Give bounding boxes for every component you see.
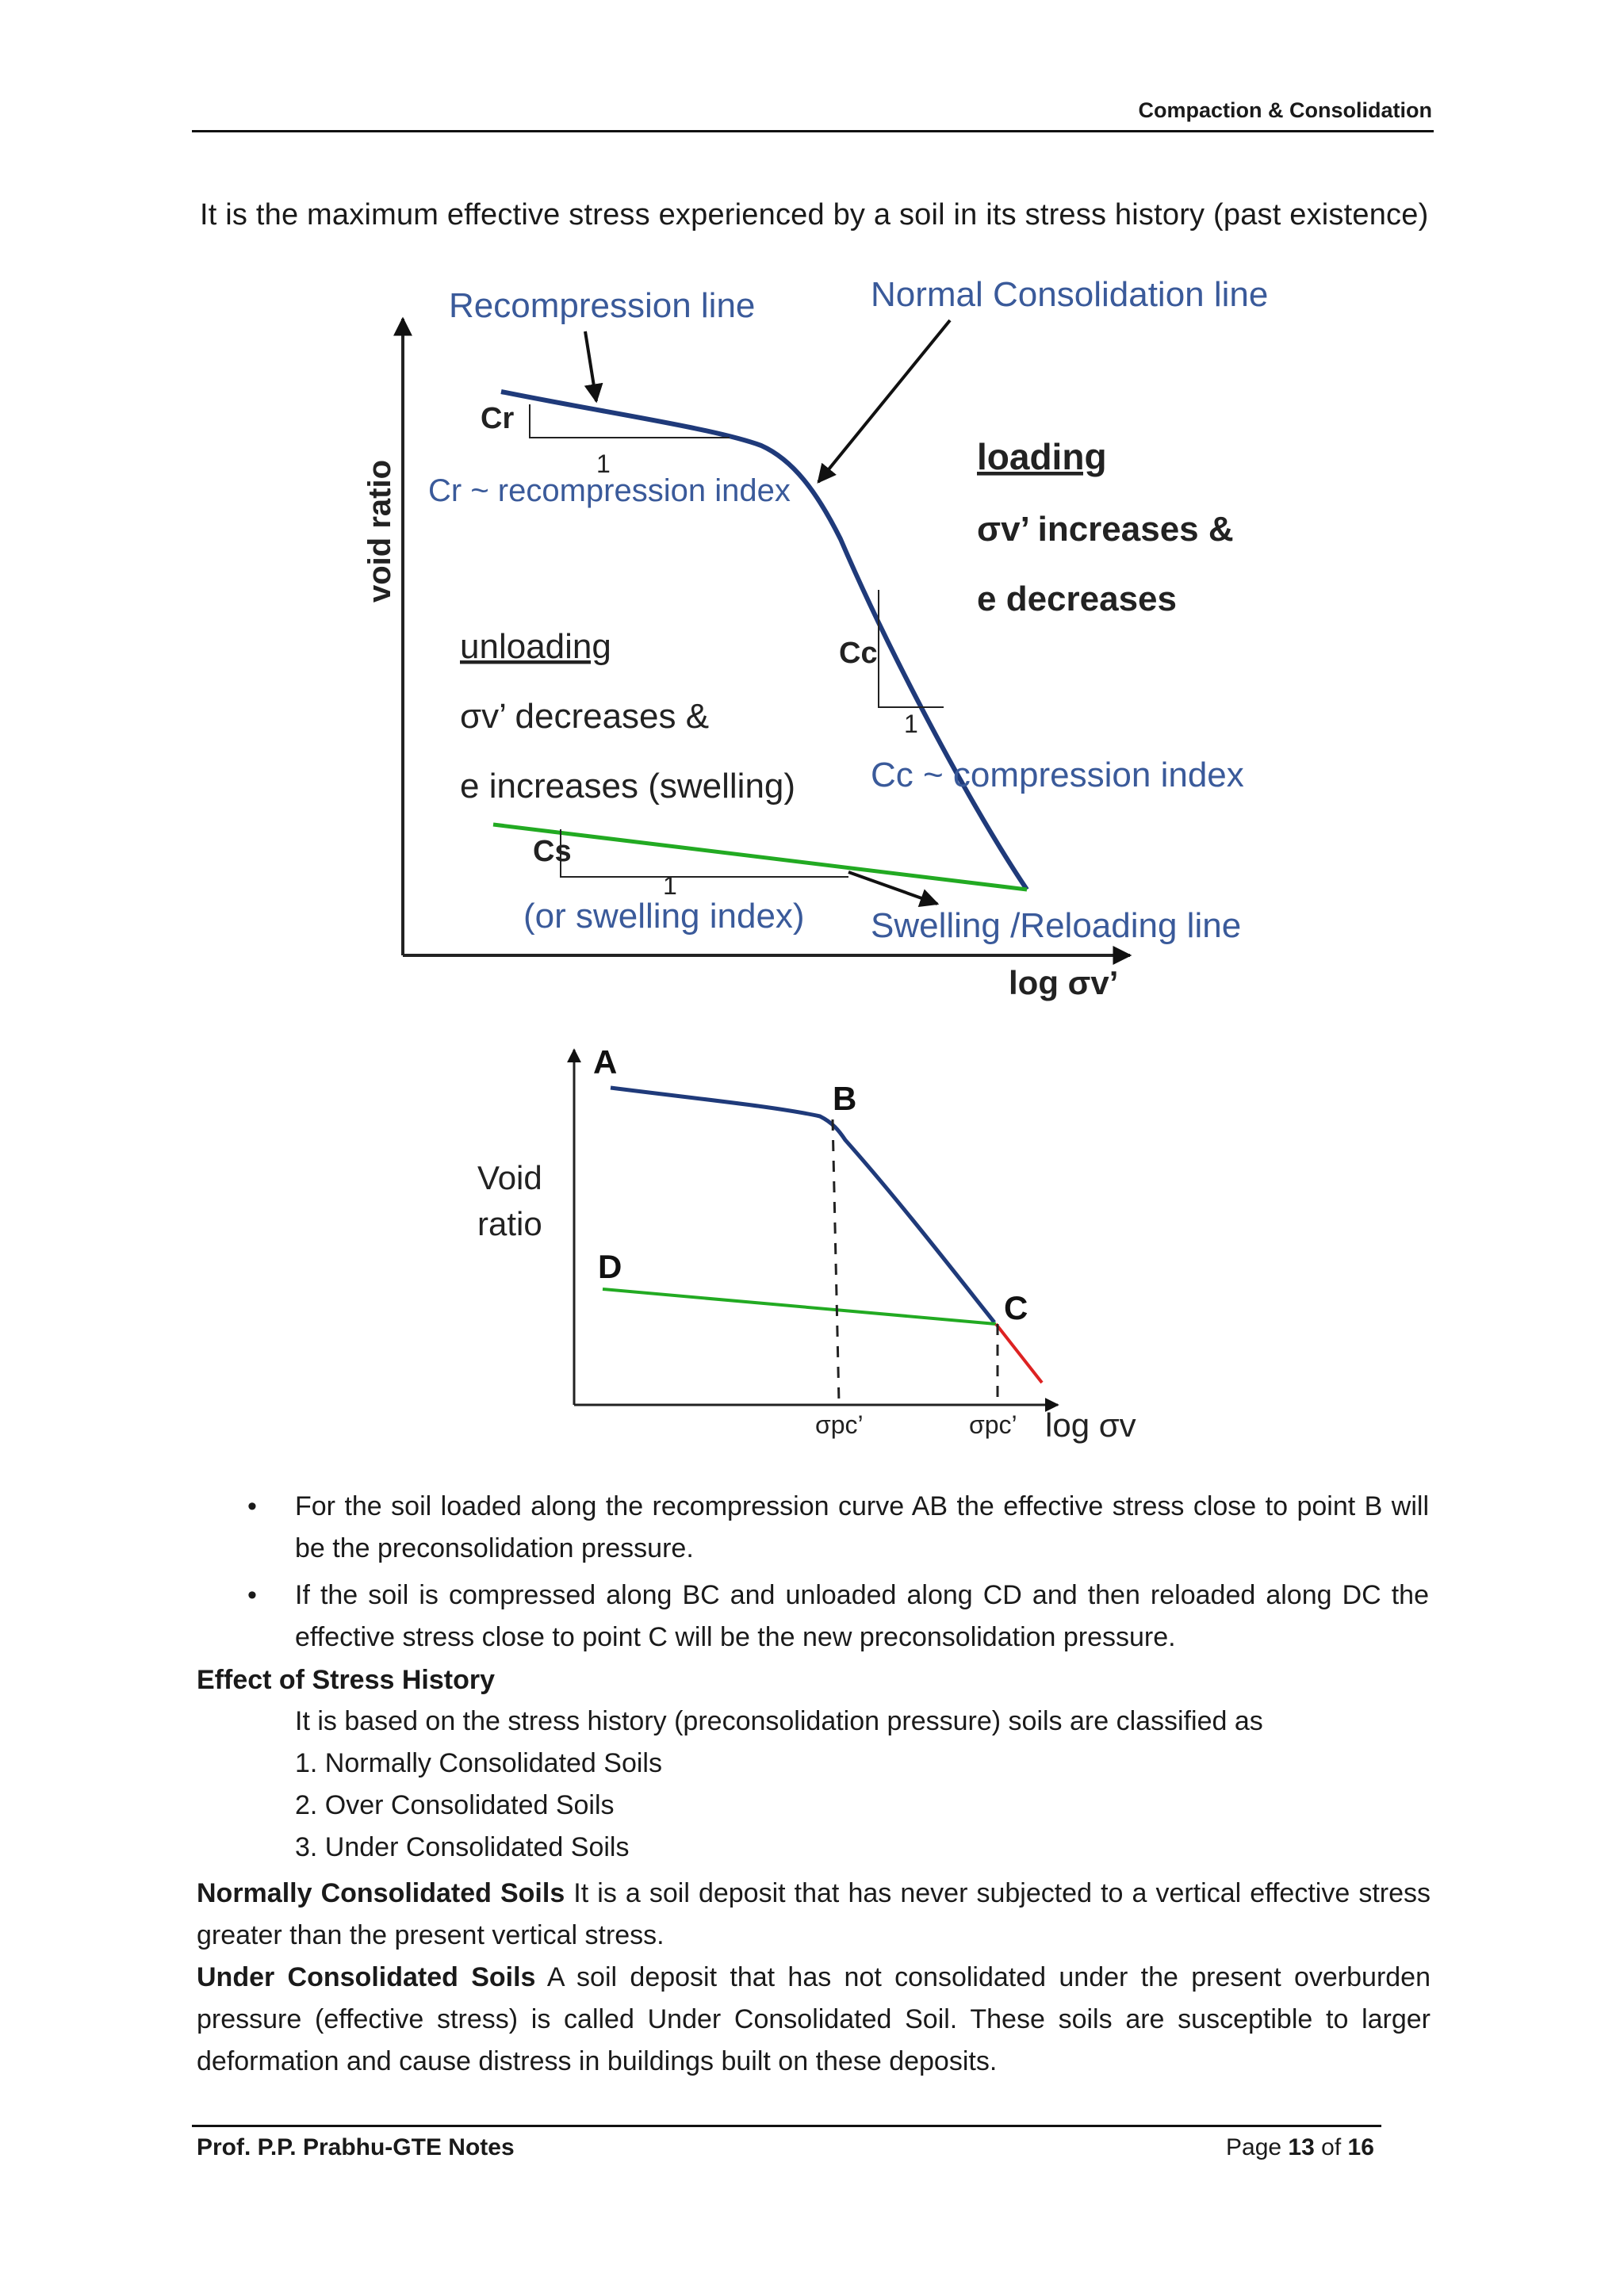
- consolidation-diagram: [0, 0, 1624, 1031]
- swelling-line-label: Swelling /Reloading line: [871, 906, 1242, 945]
- nc-text: It is a soil deposit that has never subjected to a vertical effective stress greater than the present vertical stress.: [197, 1878, 1431, 1950]
- page-current: 13: [1288, 2134, 1315, 2160]
- loading-label: loading: [977, 436, 1107, 477]
- intro-sentence: It is the maximum effective stress experienced by a soil in its stress history (past existence): [200, 198, 1429, 232]
- cs-symbol: Cs: [533, 835, 572, 868]
- bullet-text-2: If the soil is compressed along BC and unloaded along CD and then reloaded along DC the effective stress close to point C will be the new preconsolidation pressure.: [295, 1580, 1429, 1652]
- page-word: Page: [1226, 2134, 1282, 2160]
- cc-symbol: Cc: [839, 637, 878, 670]
- bullet-icon: •: [247, 1491, 257, 1521]
- unloading-label: unloading: [460, 627, 611, 666]
- x-axis-label: log σv’: [1009, 964, 1119, 1001]
- extension-line: [996, 1324, 1042, 1383]
- list-item: [247, 1575, 1429, 1659]
- effect-item-2: 2. Over Consolidated Soils: [295, 1790, 615, 1820]
- section-title-effect: Effect of Stress History: [197, 1665, 495, 1695]
- nc-line-label: Normal Consolidation line: [871, 275, 1269, 314]
- x-axis-label: log σv: [1045, 1406, 1136, 1444]
- y-axis-label-1: Void: [477, 1159, 542, 1196]
- point-c: C: [1004, 1289, 1028, 1326]
- footer-rule: [192, 2125, 1381, 2127]
- sigma-pc-2-label: σpc’: [969, 1410, 1017, 1439]
- swelling-line: [493, 825, 1027, 890]
- nc-paragraph: [197, 1873, 1431, 1957]
- uc-text: A soil deposit that has not consolidated under the present overburden pressure (effective stress) is called Under Consolidated Soil. These soils are susceptible to larger deformation and cause distress in buildings built on these deposits.: [197, 1962, 1431, 2076]
- cr-one: 1: [596, 450, 611, 478]
- unloading-line2: e increases (swelling): [460, 767, 796, 806]
- point-b: B: [833, 1080, 857, 1117]
- effect-item-3: 3. Under Consolidated Soils: [295, 1832, 630, 1862]
- sigma-pc-1-label: σpc’: [815, 1410, 864, 1439]
- y-axis-label: void ratio: [362, 459, 397, 603]
- recompression-arrow: [585, 331, 596, 401]
- of-word: of: [1321, 2134, 1342, 2160]
- list-item: [247, 1486, 1429, 1570]
- page-total: 16: [1347, 2134, 1374, 2160]
- cr-symbol: Cr: [481, 402, 515, 435]
- page-number: [1226, 2134, 1374, 2161]
- cc-label: Cc ~ compression index: [871, 756, 1244, 794]
- cs-one: 1: [663, 871, 677, 900]
- unloading-line1: σv’ decreases &: [460, 697, 710, 736]
- recompression-line-label: Recompression line: [449, 286, 756, 325]
- effect-item-1: 1. Normally Consolidated Soils: [295, 1748, 662, 1778]
- curve-abc: [611, 1088, 994, 1322]
- point-d: D: [598, 1248, 622, 1285]
- uc-paragraph: [197, 1957, 1431, 2083]
- cc-one: 1: [904, 710, 918, 738]
- effect-intro: It is based on the stress history (preconsolidation pressure) soils are classified as: [295, 1706, 1263, 1736]
- reload-line-dc: [603, 1289, 996, 1324]
- cs-label: (or swelling index): [523, 897, 805, 936]
- loading-line2: e decreases: [977, 580, 1177, 618]
- uc-term: Under Consolidated Soils: [197, 1962, 536, 1992]
- cr-label: Cr ~ recompression index: [428, 473, 791, 508]
- bullet-text-1: For the soil loaded along the recompression curve AB the effective stress close to point B will be the preconsolidation pressure.: [295, 1491, 1429, 1563]
- loading-line1: σv’ increases &: [977, 510, 1234, 549]
- nc-arrow: [818, 320, 950, 482]
- nc-term: Normally Consolidated Soils: [197, 1878, 565, 1908]
- y-axis-label-2: ratio: [477, 1205, 542, 1242]
- sigma-pc-1-dashed: [833, 1119, 839, 1403]
- void-ratio-diagram: [0, 1031, 1624, 1475]
- point-a: A: [593, 1043, 618, 1081]
- bullet-icon: •: [247, 1580, 257, 1610]
- running-header: Compaction & Consolidation: [1138, 98, 1432, 122]
- cr-triangle: [530, 404, 730, 438]
- footer-author: Prof. P.P. Prabhu-GTE Notes: [197, 2134, 515, 2160]
